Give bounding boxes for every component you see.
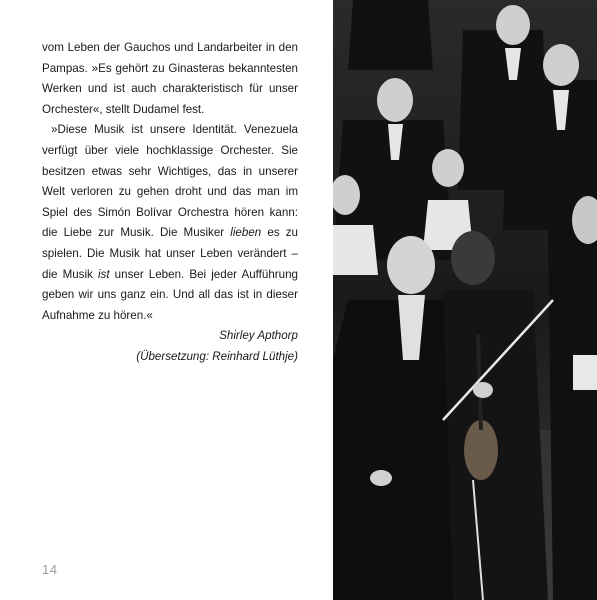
paragraph-1-text: vom Leben der Gauchos und Landarbeiter in den Pampas. »Es gehört zu Ginasteras bekanntesten Werken und ist auch charakteristisch für unser Orchester«, stellt Dudamel fest. bbox=[42, 41, 298, 116]
body-text bbox=[42, 38, 298, 368]
paragraph-2-text-c: unser Leben. Bei jeder Aufführung geben wir uns ganz ein. Und all das ist in dieser Aufnahme zu hören.« bbox=[42, 267, 298, 322]
paragraph-2-text-a: »Diese Musik ist unsere Identität. Venezuela verfügt über viele hochklassige Orchester. Sie besitzen etwas sehr Wichtiges, das in unserer Welt verloren zu gehen droht und das man im Spiel des Simón Bolívar Orchestra hören kann: die Liebe zur Musik. Die Musiker bbox=[42, 123, 298, 240]
emphasis-ist: ist bbox=[97, 267, 110, 281]
page-number: 14 bbox=[42, 562, 58, 577]
emphasis-lieben: lieben bbox=[230, 226, 262, 240]
orchestra-photo bbox=[333, 0, 597, 600]
orchestra-photo-illustration bbox=[333, 0, 597, 600]
translation-credit: (Übersetzung: Reinhard Lüthje) bbox=[136, 349, 298, 363]
paragraph-1 bbox=[42, 38, 298, 120]
paragraph-2 bbox=[42, 120, 298, 326]
paragraph-2-text-b: es zu spielen. Die Musik hat unser Leben verändert – die Musik bbox=[42, 226, 299, 281]
author-signature: Shirley Apthorp bbox=[219, 329, 298, 343]
